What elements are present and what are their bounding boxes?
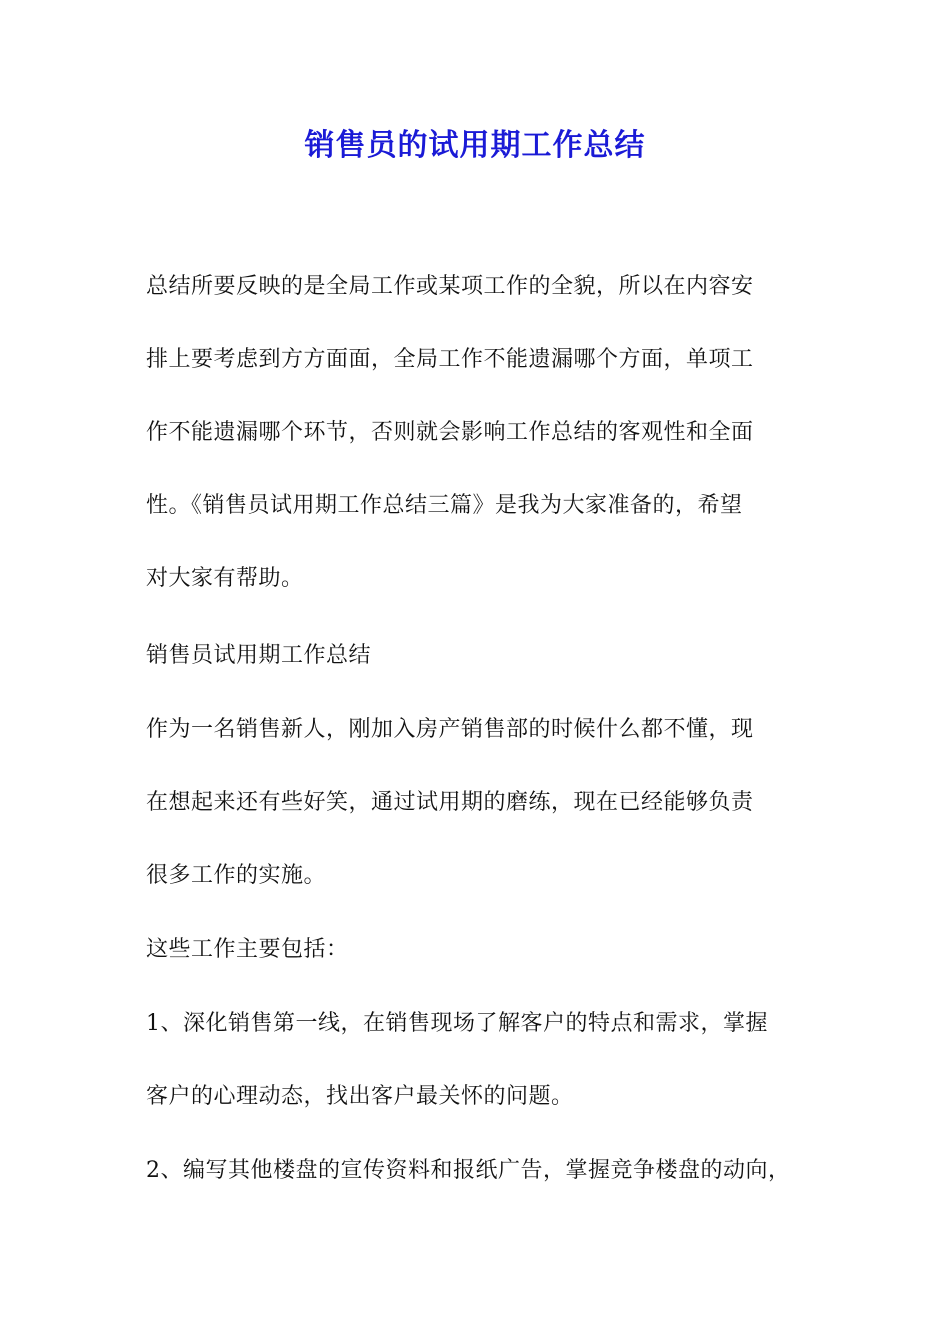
document-title: 销售员的试用期工作总结 (304, 128, 646, 163)
paragraph-line: 在想起来还有些好笑，通过试用期的磨练，现在已经能够负责 (146, 790, 754, 815)
list-item-2 (146, 1153, 812, 1226)
paragraph-intro (146, 269, 812, 634)
paragraph-line: 总结所要反映的是全局工作或某项工作的全貌，所以在内容安 (146, 274, 754, 299)
paragraph-line: 作不能遗漏哪个环节，否则就会影响工作总结的客观性和全面 (146, 420, 754, 445)
list-item-line: 客户的心理动态，找出客户最关怀的问题。 (146, 1084, 574, 1109)
section-heading (146, 638, 812, 711)
paragraph-line: 对大家有帮助。 (146, 566, 304, 591)
list-item-line: 2、编写其他楼盘的宣传资料和报纸广告，掌握竞争楼盘的动向， (146, 1158, 791, 1183)
paragraph-list-intro (146, 932, 812, 1005)
paragraph-experience (146, 712, 812, 931)
list-item-1 (146, 1006, 812, 1152)
paragraph-line: 作为一名销售新人，刚加入房产销售部的时候什么都不懂，现 (146, 717, 754, 742)
section-heading-line: 销售员试用期工作总结 (146, 643, 372, 668)
paragraph-line: 性。《销售员试用期工作总结三篇》是我为大家准备的，希望 (146, 493, 743, 518)
paragraph-line: 很多工作的实施。 (146, 863, 327, 888)
list-item-line: 1、深化销售第一线，在销售现场了解客户的特点和需求，掌握 (146, 1011, 768, 1036)
paragraph-line: 排上要考虑到方方面面，全局工作不能遗漏哪个方面，单项工 (146, 347, 754, 372)
paragraph-line: 这些工作主要包括： (146, 937, 349, 962)
